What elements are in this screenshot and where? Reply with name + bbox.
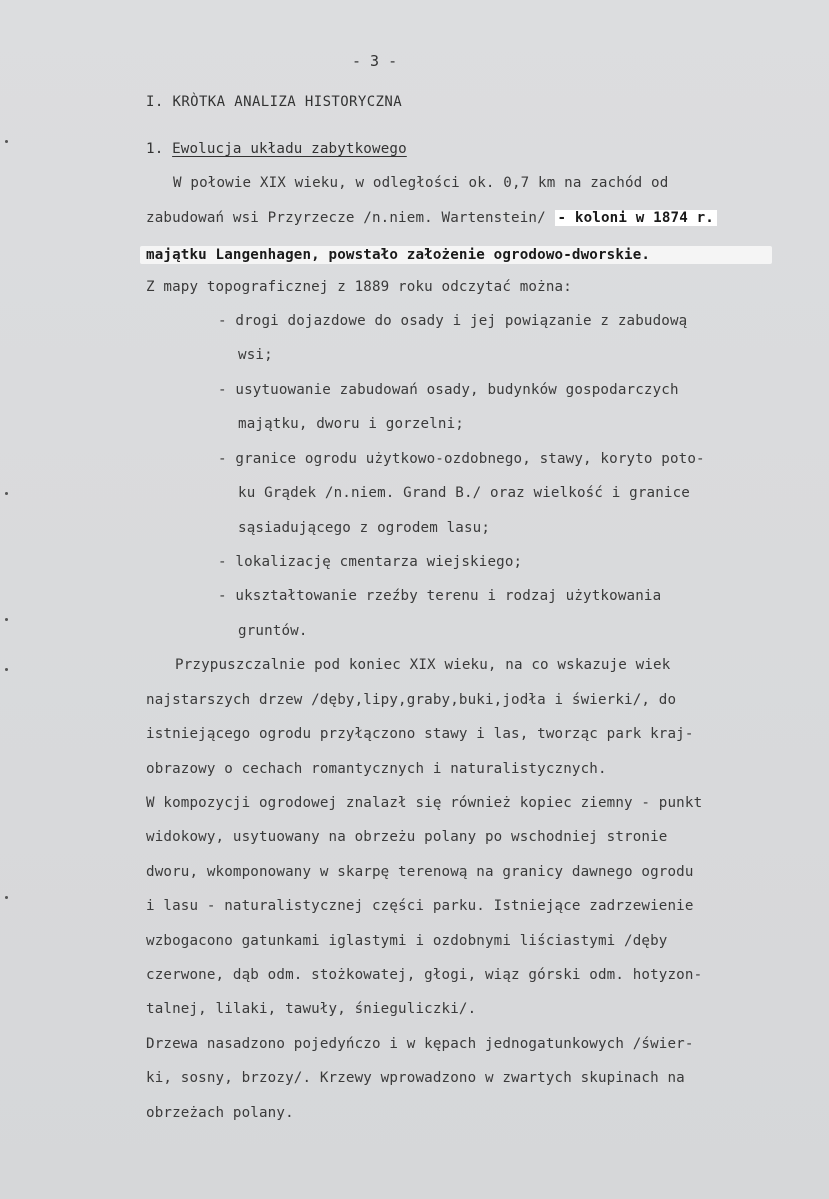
- subsection-number: 1.: [146, 141, 164, 157]
- subsection-title: Ewolucja układu zabytkowego: [172, 141, 407, 157]
- text-line: obrzeżach polany.: [146, 1105, 294, 1121]
- text-line: dworu, wkomponowany w skarpę terenową na granicy dawnego ogrodu: [146, 864, 694, 880]
- text-line: wzbogacono gatunkami iglastymi i ozdobnymi liściastymi /dęby: [146, 933, 668, 949]
- text-line: Drzewa nasadzono pojedyńczo i w kępach jednogatunkowych /świer-: [146, 1036, 694, 1052]
- list-item: - usytuowanie zabudowań osady, budynków gospodarczych: [218, 382, 679, 398]
- text-line: najstarszych drzew /dęby,lipy,graby,buki,jodła i świerki/, do: [146, 692, 677, 708]
- text-line: istniejącego ogrodu przyłączono stawy i las, tworząc park kraj-: [146, 726, 694, 742]
- list-item: - drogi dojazdowe do osady i jej powiązanie z zabudową: [218, 313, 688, 329]
- section-heading: I. KRÒTKA ANALIZA HISTORYCZNA: [146, 94, 403, 110]
- text-line: W połowie XIX wieku, w odległości ok. 0,7 km na zachód od: [173, 175, 669, 191]
- text-line: Z mapy topograficznej z 1889 roku odczytać można:: [146, 279, 572, 295]
- punch-mark: [5, 896, 8, 899]
- text-line: ki, sosny, brzozy/. Krzewy wprowadzono w zwartych skupinach na: [146, 1070, 685, 1086]
- text-line: czerwone, dąb odm. stożkowatej, głogi, wiąz górski odm. hotyzon-: [146, 967, 703, 983]
- text-line: talnej, lilaki, tawuły, śnieguliczki/.: [146, 1001, 477, 1017]
- punch-mark: [5, 618, 8, 621]
- list-item: - granice ogrodu użytkowo-ozdobnego, stawy, koryto poto-: [218, 451, 705, 467]
- text-line: Przypuszczalnie pod koniec XIX wieku, na co wskazuje wiek: [175, 657, 671, 673]
- text-line: W kompozycji ogrodowej znalazł się również kopiec ziemny - punkt: [146, 795, 703, 811]
- list-item-continuation: majątku, dworu i gorzelni;: [238, 416, 464, 432]
- list-item-continuation: ku Grądek /n.niem. Grand B./ oraz wielkość i granice: [238, 485, 690, 501]
- list-item-continuation: wsi;: [238, 347, 273, 363]
- subsection-heading: [146, 139, 407, 159]
- highlighted-text: - koloni w 1874 r.: [555, 210, 717, 226]
- text-line: obrazowy o cechach romantycznych i naturalistycznych.: [146, 761, 607, 777]
- page-number: - 3 -: [352, 52, 398, 70]
- text-fragment: zabudowań wsi Przyrzecze /n.niem. Wartenstein/: [146, 210, 546, 226]
- list-item: - ukształtowanie rzeźby terenu i rodzaj użytkowania: [218, 588, 662, 604]
- list-item: - lokalizację cmentarza wiejskiego;: [218, 554, 523, 570]
- punch-mark: [5, 668, 8, 671]
- list-item-continuation: gruntów.: [238, 623, 308, 639]
- text-line: widokowy, usytuowany na obrzeżu polany po wschodniej stronie: [146, 829, 668, 845]
- punch-mark: [5, 492, 8, 495]
- highlighted-text: majątku Langenhagen, powstało założenie ogrodowo-dworskie.: [146, 247, 651, 263]
- list-item-continuation: sąsiadującego z ogrodem lasu;: [238, 520, 491, 536]
- punch-mark: [5, 140, 8, 143]
- text-line: [146, 208, 717, 228]
- text-line: i lasu - naturalistycznej części parku. Istniejące zadrzewienie: [146, 898, 694, 914]
